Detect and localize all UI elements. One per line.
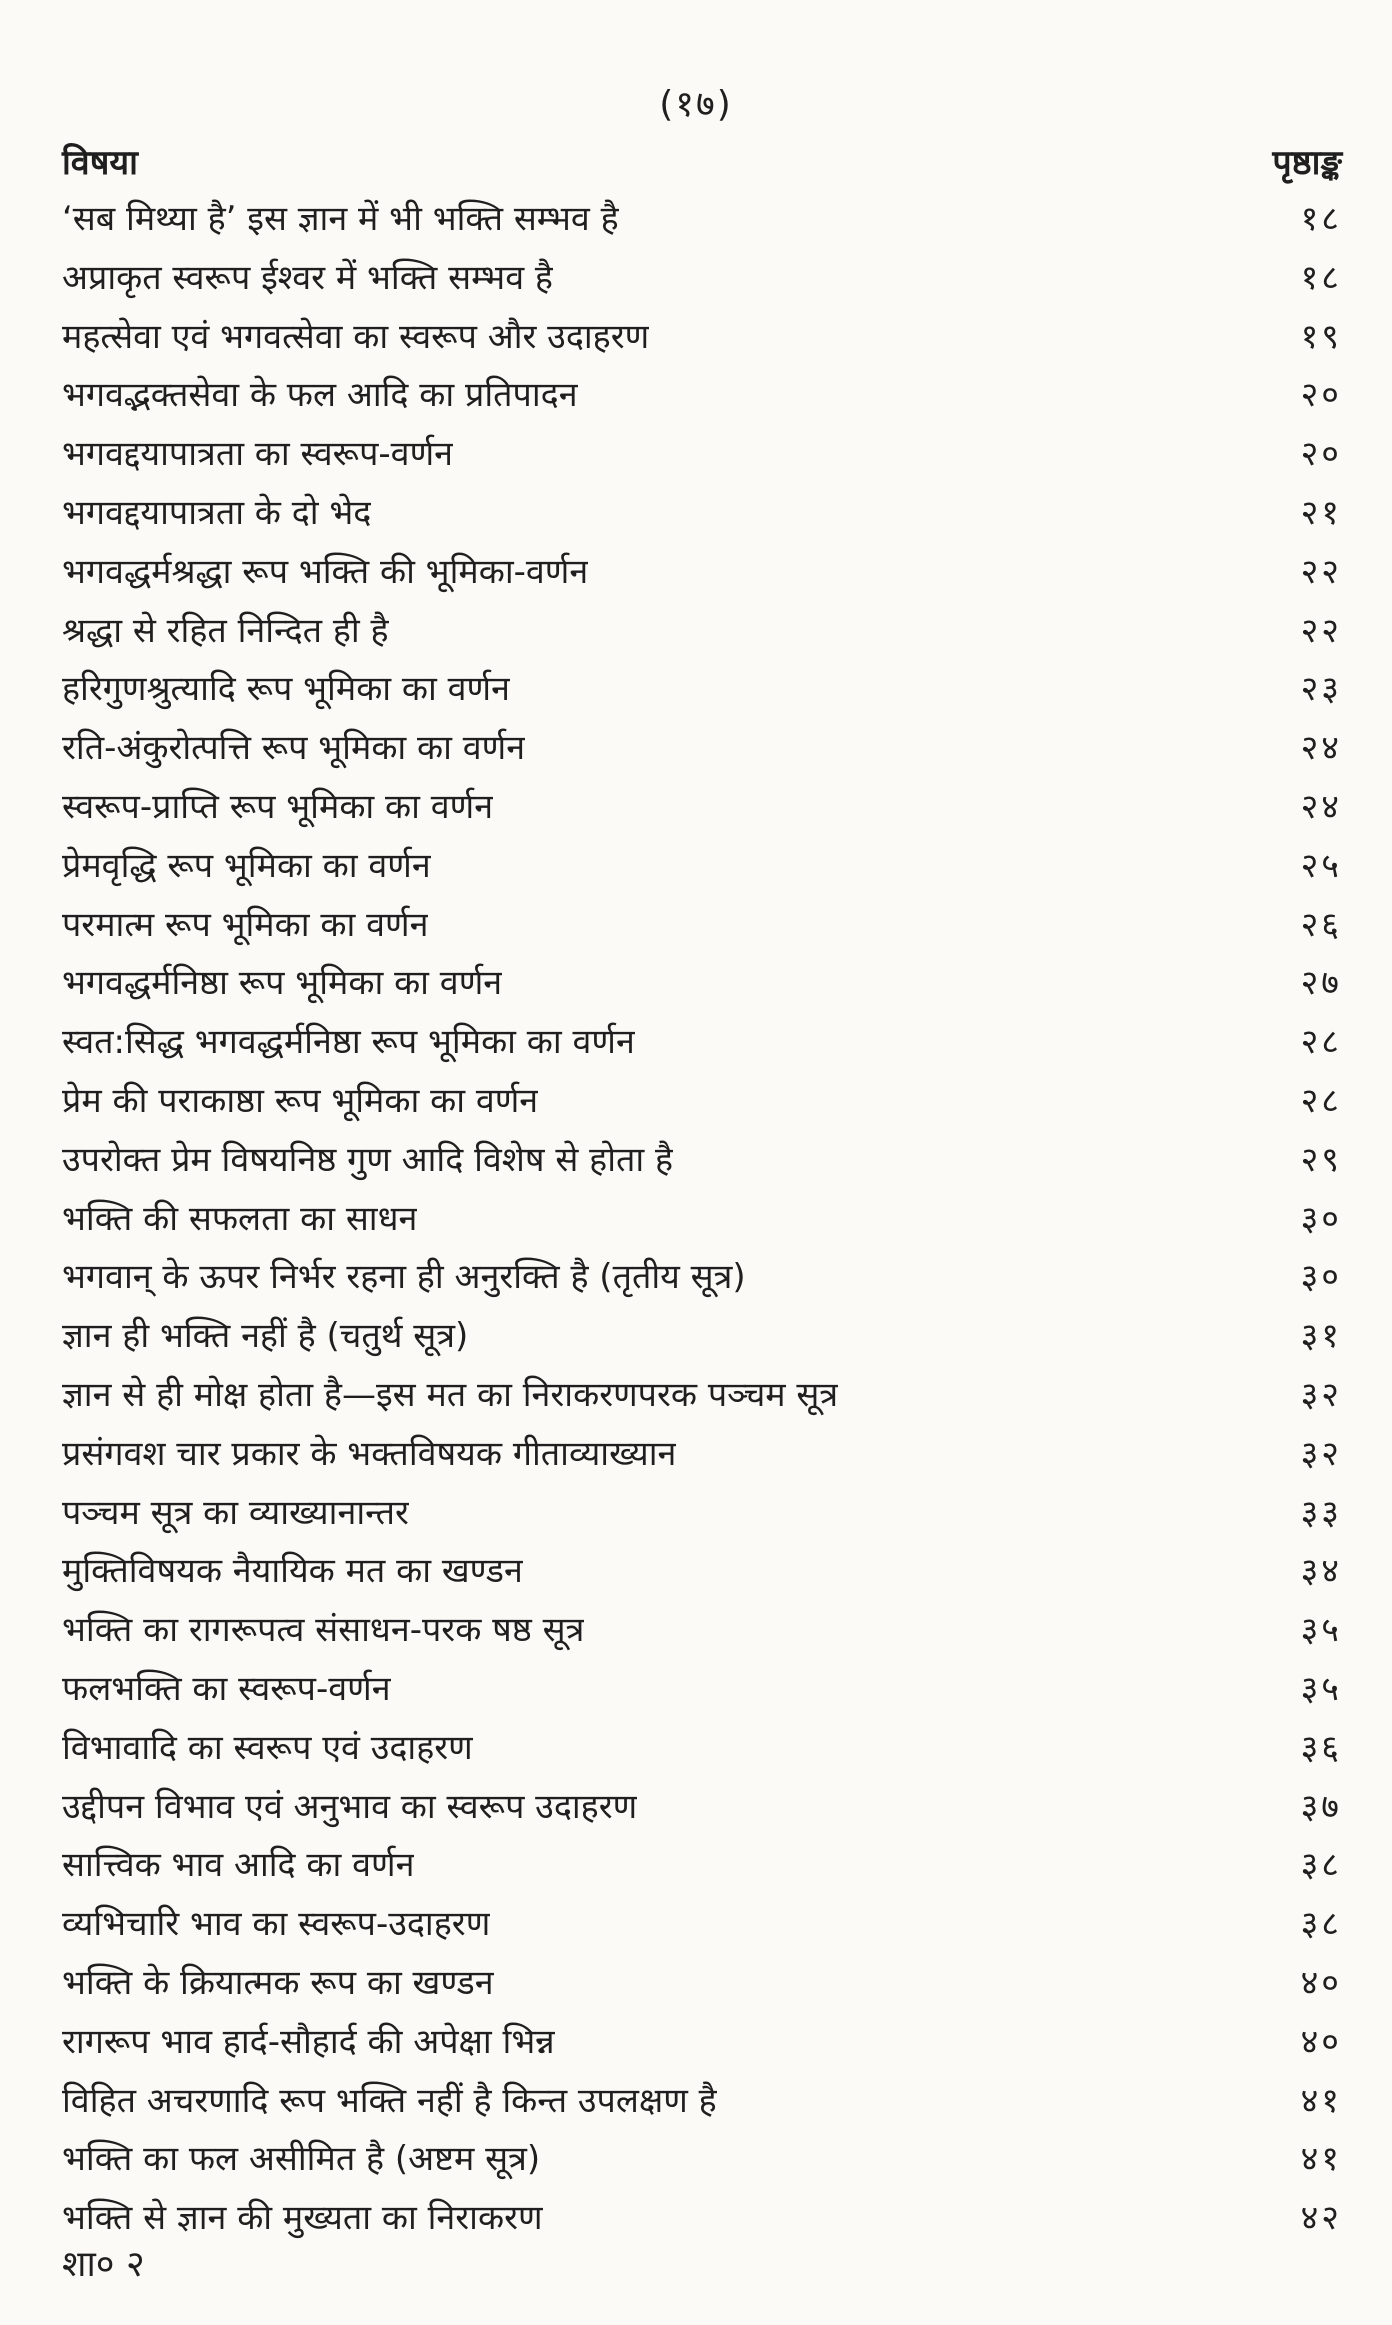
contents-entry xyxy=(62,1542,1342,1601)
entry-title: उद्दीपन विभाव एवं अनुभाव का स्वरूप उदाहरण xyxy=(62,1786,638,1827)
entry-title: ‘सब मिथ्या है’ इस ज्ञान में भी भक्ति सम्भव है xyxy=(62,199,619,239)
entry-page-number: ३७ xyxy=(1300,1786,1342,1827)
contents-entry xyxy=(62,1601,1342,1660)
contents-entry xyxy=(62,1895,1342,1954)
contents-entry xyxy=(62,778,1342,837)
entry-title: भगवद्दयापात्रता के दो भेद xyxy=(62,492,372,533)
entry-title: महत्सेवा एवं भगवत्सेवा का स्वरूप और उदाहरण xyxy=(62,316,650,357)
contents-entry xyxy=(62,1836,1342,1895)
entry-page-number: ४० xyxy=(1300,1962,1342,2003)
entry-title: सात्त्विक भाव आदि का वर्णन xyxy=(62,1845,415,1886)
entry-title: विहित अचरणादि रूप भक्ति नहीं है किन्त उपलक्षण है xyxy=(62,2080,717,2121)
contents-entry xyxy=(62,308,1342,367)
entry-title: उपरोक्त प्रेम विषयनिष्ठ गुण आदि विशेष से होता है xyxy=(62,1139,674,1180)
entry-page-number: २२ xyxy=(1300,610,1342,651)
entry-title: भक्ति से ज्ञान की मुख्यता का निराकरण xyxy=(62,2198,543,2239)
contents-entry xyxy=(62,1190,1342,1249)
entry-page-number: २५ xyxy=(1300,845,1342,886)
entry-title: स्वत:सिद्ध भगवद्धर्मनिष्ठा रूप भूमिका का वर्णन xyxy=(62,1022,635,1063)
entry-page-number: ३२ xyxy=(1300,1433,1342,1474)
entry-page-number: २७ xyxy=(1300,963,1342,1004)
entry-title: स्वरूप-प्राप्ति रूप भूमिका का वर्णन xyxy=(62,786,494,827)
contents-entry xyxy=(62,719,1342,778)
entry-page-number: ४१ xyxy=(1300,2139,1342,2180)
entry-page-number: ३८ xyxy=(1300,1845,1342,1886)
contents-entry xyxy=(62,954,1342,1013)
entry-page-number: ३४ xyxy=(1300,1551,1342,1592)
entry-page-number: ४१ xyxy=(1300,2080,1342,2121)
contents-entry xyxy=(62,484,1342,543)
entry-page-number: २३ xyxy=(1300,669,1342,710)
entry-page-number: २८ xyxy=(1300,1080,1342,1121)
entry-title: विभावादि का स्वरूप एवं उदाहरण xyxy=(62,1727,473,1768)
contents-entry xyxy=(62,1954,1342,2013)
entry-title: भगवद्धर्मनिष्ठा रूप भूमिका का वर्णन xyxy=(62,963,503,1004)
signature-mark: शा० २ xyxy=(62,2244,145,2285)
entry-page-number: २२ xyxy=(1300,551,1342,592)
entry-page-number: २१ xyxy=(1300,492,1342,533)
contents-entry xyxy=(62,1013,1342,1072)
entry-title: श्रद्धा से रहित निन्दित ही है xyxy=(62,610,389,651)
contents-entry xyxy=(62,543,1342,602)
entry-title: अप्राकृत स्वरूप ईश्वर में भक्ति सम्भव है xyxy=(62,257,553,298)
entry-title: ज्ञान ही भक्ति नहीं है (चतुर्थ सूत्र) xyxy=(62,1316,469,1357)
entry-page-number: २४ xyxy=(1300,786,1342,827)
contents-entry xyxy=(62,190,1342,249)
entry-page-number: २४ xyxy=(1300,728,1342,769)
contents-entry xyxy=(62,1072,1342,1131)
entry-page-number: २९ xyxy=(1300,1139,1342,1180)
entry-page-number: ३१ xyxy=(1300,1316,1342,1357)
subject-column-heading: विषया xyxy=(62,143,138,183)
contents-entry xyxy=(62,1307,1342,1366)
entry-title: पञ्चम सूत्र का व्याख्यानान्तर xyxy=(62,1492,409,1533)
entry-title: व्यभिचारि भाव का स्वरूप-उदाहरण xyxy=(62,1904,491,1945)
entry-title: भक्ति के क्रियात्मक रूप का खण्डन xyxy=(62,1962,494,2003)
contents-entry xyxy=(62,660,1342,719)
entry-page-number: ३६ xyxy=(1300,1727,1342,1768)
entry-page-number: ४२ xyxy=(1300,2198,1342,2239)
contents-entry xyxy=(62,249,1342,308)
entry-title: भक्ति की सफलता का साधन xyxy=(62,1198,418,1239)
contents-entry xyxy=(62,2189,1342,2248)
contents-entry xyxy=(62,1248,1342,1307)
entry-title: ज्ञान से ही मोक्ष होता है—इस मत का निराकरणपरक पञ्चम सूत्र xyxy=(62,1374,839,1415)
contents-entry xyxy=(62,1131,1342,1190)
entry-title: परमात्म रूप भूमिका का वर्णन xyxy=(62,904,429,945)
entry-page-number: ३० xyxy=(1300,1257,1342,1298)
contents-entry xyxy=(62,837,1342,896)
entry-page-number: ३३ xyxy=(1300,1492,1342,1533)
entry-page-number: २० xyxy=(1300,375,1342,416)
entry-title: प्रेम की पराकाष्ठा रूप भूमिका का वर्णन xyxy=(62,1080,539,1121)
contents-list xyxy=(62,190,1342,2248)
entry-title: रागरूप भाव हार्द-सौहार्द की अपेक्षा भिन्न xyxy=(62,2021,555,2062)
entry-page-number: २० xyxy=(1300,434,1342,475)
entry-title: प्रेमवृद्धि रूप भूमिका का वर्णन xyxy=(62,845,431,886)
entry-title: भगवान् के ऊपर निर्भर रहना ही अनुरक्ति है (तृतीय सूत्र) xyxy=(62,1257,746,1298)
entry-page-number: १९ xyxy=(1300,316,1342,357)
entry-title: भगवद्दयापात्रता का स्वरूप-वर्णन xyxy=(62,434,454,475)
entry-page-number: ४० xyxy=(1300,2021,1342,2062)
entry-title: मुक्तिविषयक नैयायिक मत का खण्डन xyxy=(62,1551,523,1592)
contents-entry xyxy=(62,2072,1342,2131)
contents-entry xyxy=(62,425,1342,484)
contents-entry xyxy=(62,2013,1342,2072)
entry-title: भक्ति का फल असीमित है (अष्टम सूत्र) xyxy=(62,2139,541,2180)
entry-page-number: २८ xyxy=(1300,1022,1342,1063)
contents-entry xyxy=(62,1660,1342,1719)
entry-page-number: ३२ xyxy=(1300,1374,1342,1415)
entry-title: भगवद्धर्मश्रद्धा रूप भक्ति की भूमिका-वर्णन xyxy=(62,551,589,592)
entry-page-number: ३० xyxy=(1300,1198,1342,1239)
entry-title: भगवद्भक्तसेवा के फल आदि का प्रतिपादन xyxy=(62,375,578,416)
entry-title: रति-अंकुरोत्पत्ति रूप भूमिका का वर्णन xyxy=(62,728,526,769)
entry-title: भक्ति का रागरूपत्व संसाधन-परक षष्ठ सूत्र xyxy=(62,1610,585,1651)
page-column-heading: पृष्ठाङ्क xyxy=(1272,143,1342,183)
contents-entry xyxy=(62,2130,1342,2189)
entry-page-number: ३५ xyxy=(1300,1610,1342,1651)
contents-entry xyxy=(62,1484,1342,1543)
contents-entry xyxy=(62,1366,1342,1425)
entry-page-number: १८ xyxy=(1300,199,1342,239)
contents-entry xyxy=(62,1719,1342,1778)
contents-entry xyxy=(62,366,1342,425)
contents-header xyxy=(62,138,1342,188)
entry-page-number: २६ xyxy=(1300,904,1342,945)
entry-page-number: ३८ xyxy=(1300,1904,1342,1945)
page-number: (१७) xyxy=(659,84,733,125)
entry-page-number: १८ xyxy=(1300,257,1342,298)
contents-entry xyxy=(62,602,1342,661)
contents-entry xyxy=(62,896,1342,955)
entry-title: प्रसंगवश चार प्रकार के भक्तविषयक गीताव्याख्यान xyxy=(62,1433,677,1474)
entry-title: फलभक्ति का स्वरूप-वर्णन xyxy=(62,1668,391,1709)
entry-title: हरिगुणश्रुत्यादि रूप भूमिका का वर्णन xyxy=(62,669,510,710)
contents-entry xyxy=(62,1778,1342,1837)
contents-entry xyxy=(62,1425,1342,1484)
entry-page-number: ३५ xyxy=(1300,1668,1342,1709)
